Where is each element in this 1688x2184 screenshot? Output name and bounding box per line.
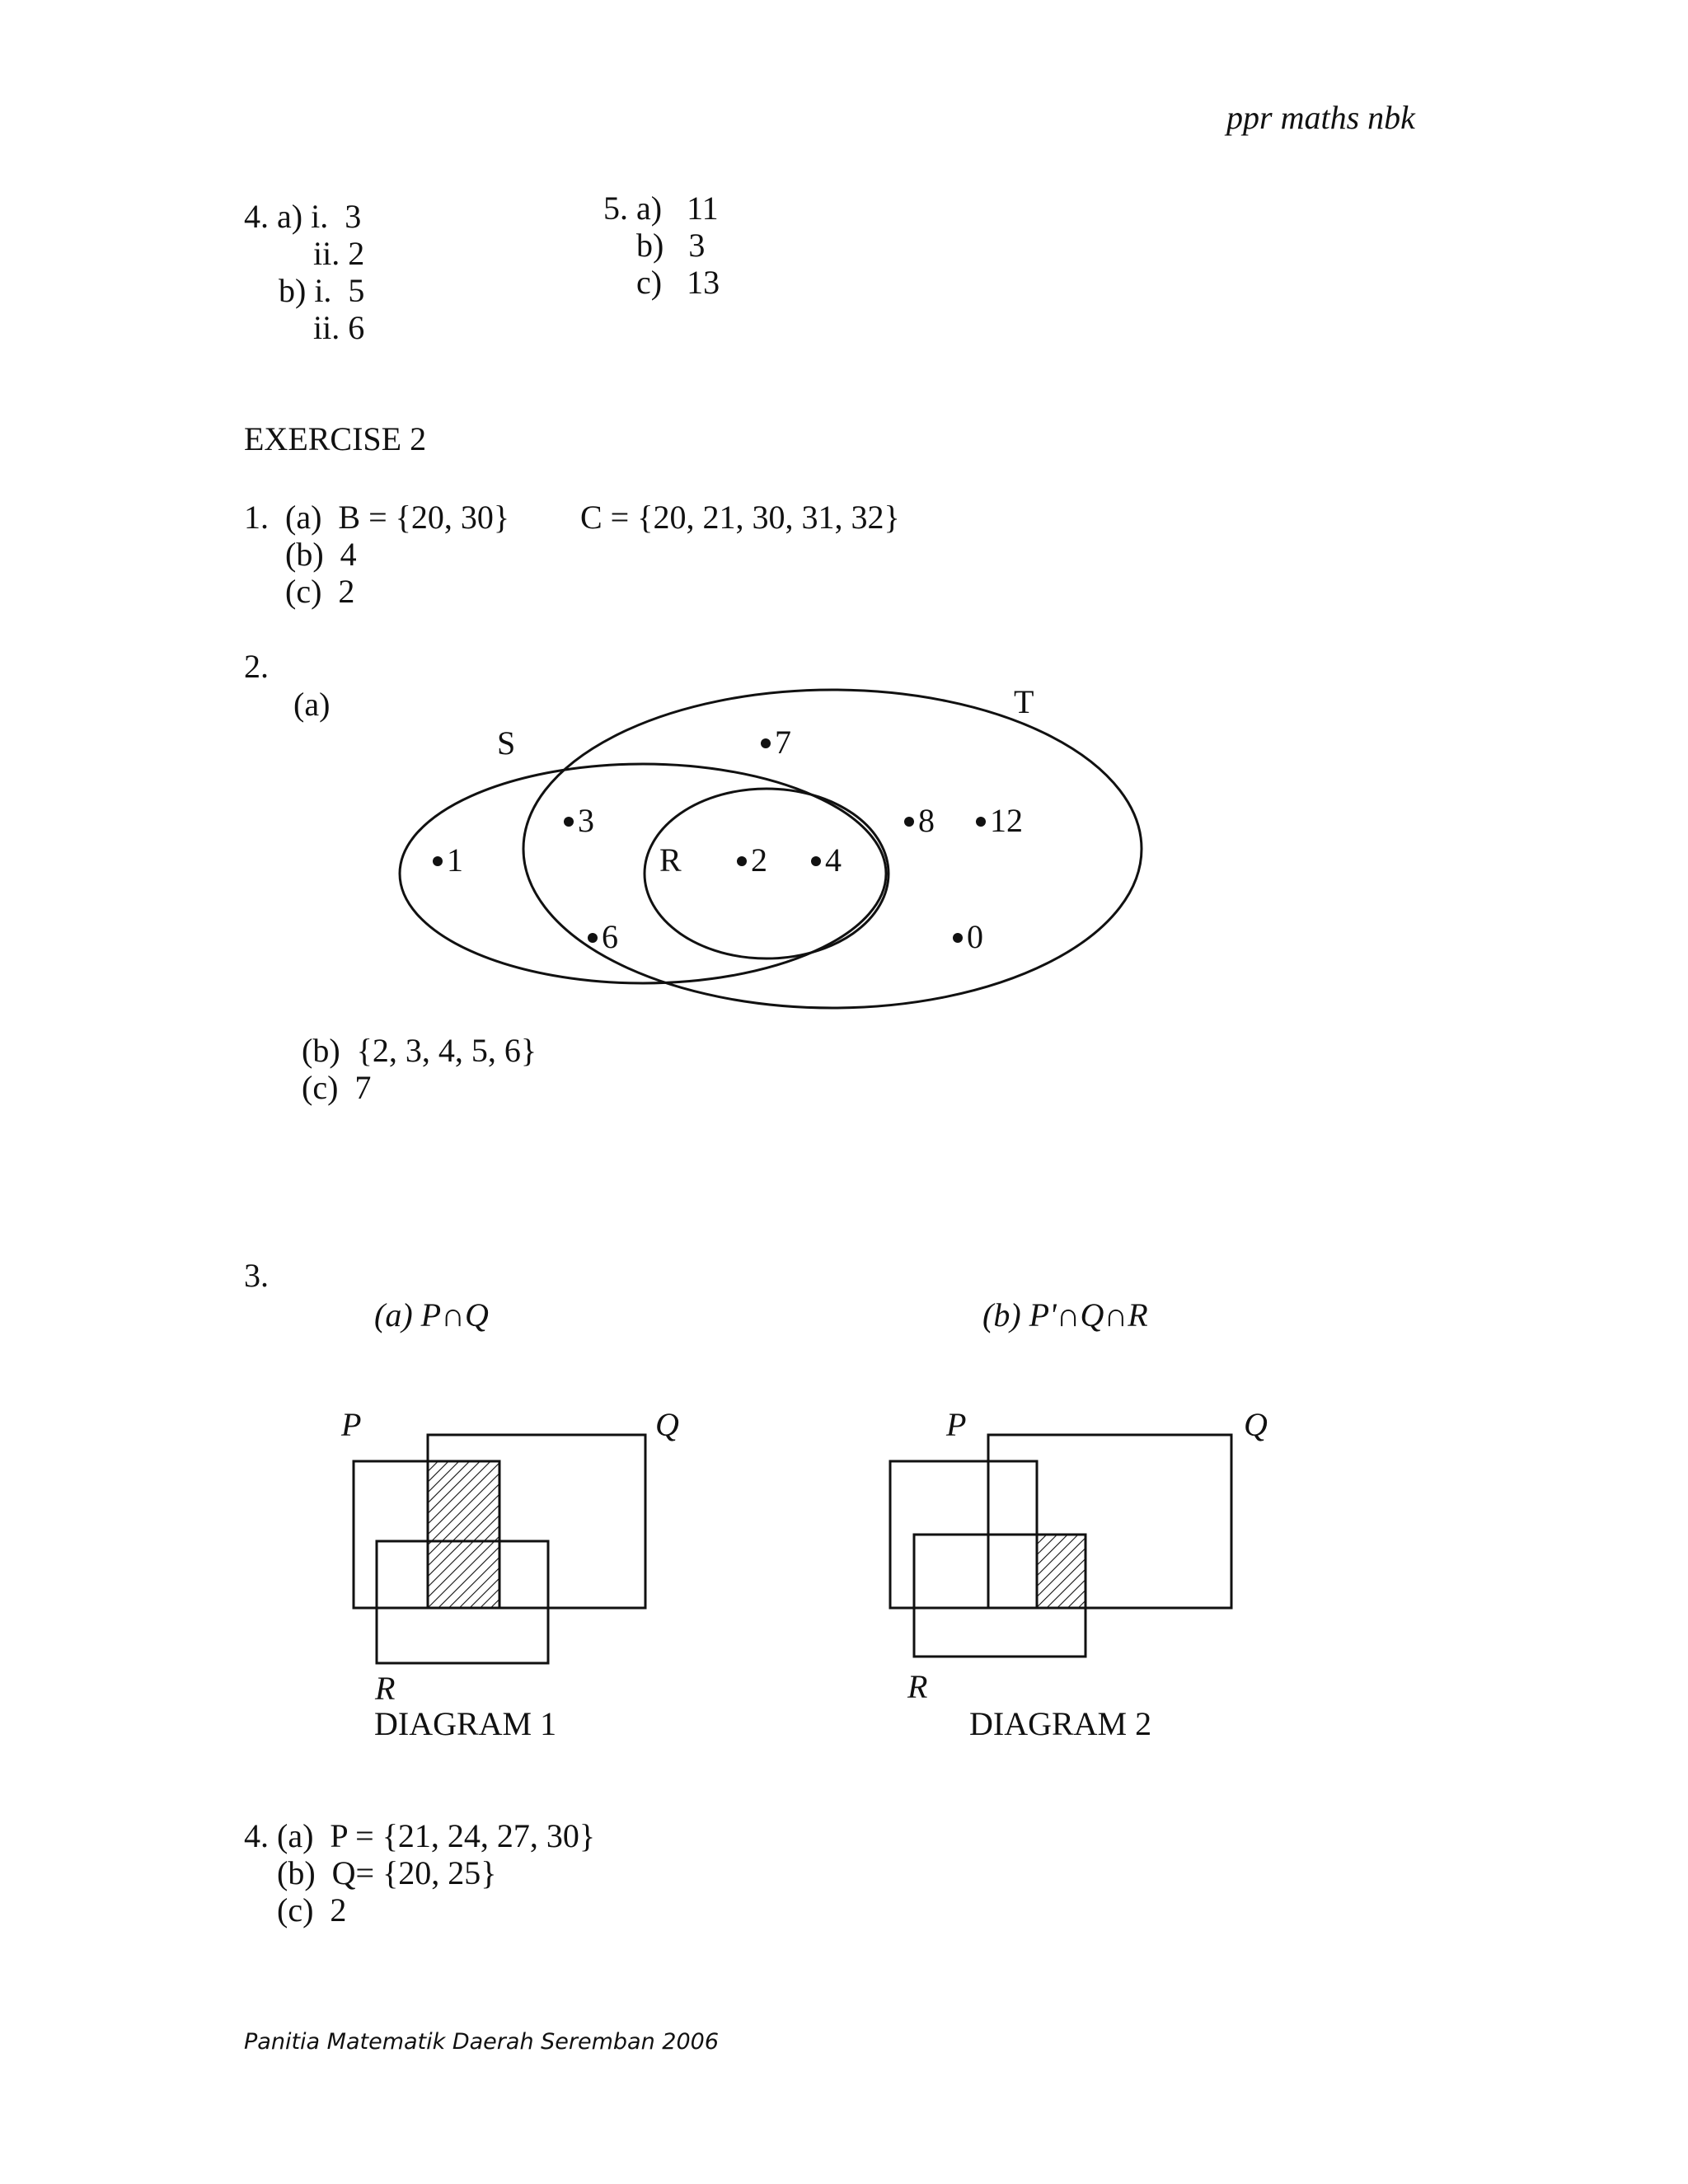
page-footer: Panitia Matematik Daerah Seremban 2006 bbox=[244, 2029, 719, 2055]
diagram2-caption: DIAGRAM 2 bbox=[969, 1705, 1152, 1742]
svg-text:4: 4 bbox=[825, 841, 842, 879]
page-header: ppr maths nbk bbox=[1226, 99, 1415, 136]
diagram-2 bbox=[890, 1406, 1268, 1742]
ex2-q1-a-c: C = {20, 21, 30, 31, 32} bbox=[580, 499, 900, 536]
answer-4a-i: 4. a) i. 3 bbox=[244, 198, 362, 235]
label-s: S bbox=[497, 724, 516, 762]
ex2-q3-part-b: (b) P'∩Q∩R bbox=[982, 1296, 1148, 1333]
ex2-q4-a: 4. (a) P = {21, 24, 27, 30} bbox=[244, 1817, 596, 1854]
ex2-q1-c: (c) 2 bbox=[285, 573, 355, 610]
ex2-q1-a-b: 1. (a) B = {20, 30} bbox=[244, 499, 510, 536]
ex2-q2-c: (c) 7 bbox=[302, 1069, 372, 1106]
ex2-q4-c: (c) 2 bbox=[277, 1891, 347, 1929]
diagram1-label-q: Q bbox=[655, 1406, 679, 1443]
answer-5b: b) 3 bbox=[636, 227, 706, 264]
svg-text:7: 7 bbox=[775, 724, 791, 761]
diagram1-caption: DIAGRAM 1 bbox=[374, 1705, 557, 1742]
ex2-q3-number: 3. bbox=[244, 1257, 269, 1294]
diagram1-shaded-region bbox=[428, 1461, 499, 1608]
ex2-q2-number: 2. bbox=[244, 648, 269, 685]
svg-text:8: 8 bbox=[918, 802, 935, 839]
answer-4b-i: b) i. 5 bbox=[279, 272, 365, 309]
ex2-q1-b: (b) 4 bbox=[285, 536, 357, 573]
svg-text:6: 6 bbox=[602, 918, 618, 955]
diagram2-label-q: Q bbox=[1244, 1406, 1268, 1443]
diagram-1 bbox=[340, 1406, 679, 1742]
ex2-q4-b: (b) Q= {20, 25} bbox=[277, 1854, 497, 1891]
label-t: T bbox=[1014, 683, 1034, 720]
answer-5a: 5. a) 11 bbox=[603, 190, 719, 227]
answer-4a-ii: ii. 2 bbox=[313, 235, 365, 272]
diagram1-label-p: P bbox=[341, 1406, 362, 1443]
svg-text:0: 0 bbox=[967, 918, 983, 955]
ex2-q2-b: (b) {2, 3, 4, 5, 6} bbox=[302, 1032, 537, 1069]
ex2-q3-part-a: (a) P∩Q bbox=[374, 1296, 489, 1333]
diagram2-label-r: R bbox=[907, 1668, 928, 1705]
svg-text:2: 2 bbox=[751, 841, 767, 879]
svg-text:12: 12 bbox=[990, 802, 1023, 839]
answer-4b-ii: ii. 6 bbox=[313, 309, 365, 346]
exercise-title: EXERCISE 2 bbox=[244, 420, 427, 457]
svg-text:3: 3 bbox=[578, 802, 594, 839]
ex2-q2-part-a: (a) bbox=[293, 686, 331, 723]
diagram2-label-p: P bbox=[946, 1406, 967, 1443]
diagram1-label-r: R bbox=[375, 1670, 396, 1707]
diagram2-shaded-region bbox=[1037, 1535, 1085, 1608]
answer-5c: c) 13 bbox=[636, 264, 720, 301]
svg-text:1: 1 bbox=[447, 841, 463, 879]
label-r: R bbox=[659, 841, 682, 879]
